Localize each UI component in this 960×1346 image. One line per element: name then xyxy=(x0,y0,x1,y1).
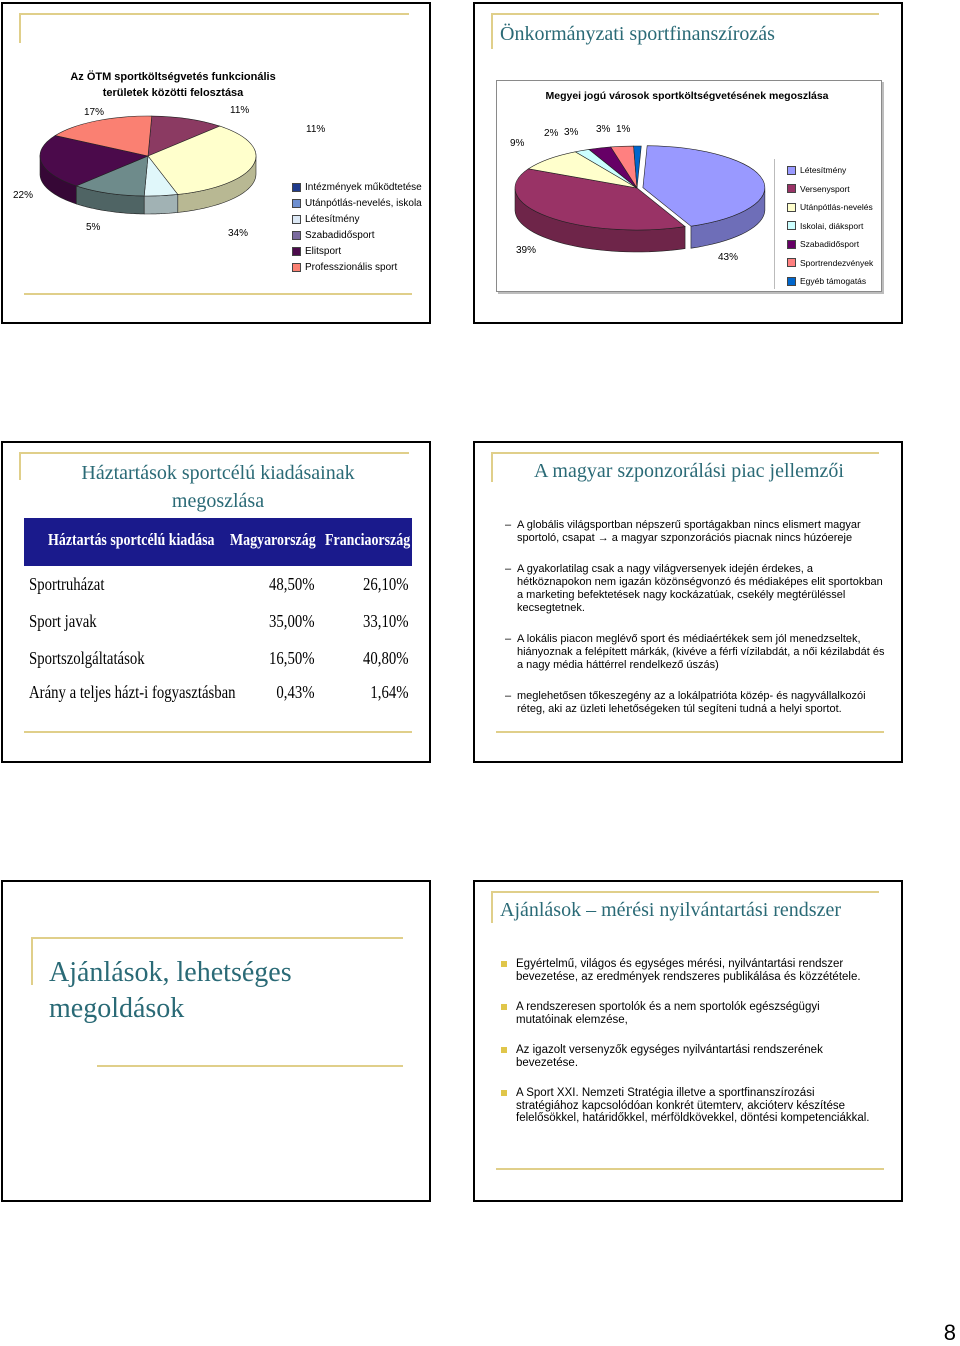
slide-2 xyxy=(473,2,903,324)
accent-line-bottom xyxy=(24,731,412,733)
row-3-label: Sportszolgáltatások xyxy=(29,648,145,668)
accent-line-top xyxy=(491,452,879,454)
pie2-label-3a: 3% xyxy=(564,127,579,138)
slide-6 xyxy=(473,880,903,1202)
legend-swatch xyxy=(292,231,301,240)
recommendation-item xyxy=(501,1087,879,1125)
dash-bullet: – xyxy=(505,563,512,575)
sponsorship-item xyxy=(505,633,890,672)
header-col-3: Franciaország xyxy=(325,530,411,549)
legend-swatch xyxy=(787,221,796,230)
row-4-fr: 1,64% xyxy=(369,682,408,702)
square-bullet-icon xyxy=(501,1090,507,1096)
row-4-label: Arány a teljes házt-i fogyasztásban xyxy=(29,682,236,702)
recommendation-item-text: Az igazolt versenyzők egységes nyilvántartási rendszerének bevezetése. xyxy=(516,1044,823,1069)
row-2-hu: 35,00% xyxy=(268,611,314,631)
pie2-label-3b: 3% xyxy=(596,124,611,135)
pie2-label-1: 1% xyxy=(616,124,631,135)
pie1-label-11a: 11% xyxy=(230,105,250,116)
legend-swatch xyxy=(292,215,301,224)
sponsorship-item-text: A lokális piacon meglévő sport és médiaértékek sem jól menedzseltek, hiányoznak a felépített márkák, (kivéve a férfi vízilabdát, a női kézilabdát és a nagy média háttérrel rendelkező úszás) xyxy=(517,633,885,671)
accent-line-bottom xyxy=(24,293,412,295)
pie2-label-9: 9% xyxy=(510,138,525,149)
sponsorship-item-text: A gyakorlatilag csak a nagy világversenyek idején érdekes, a hétköznapokon nem igazán közönségvonzó és médiaképes elit sportokban a marketing befektetések nagy kockázatúak, csekély megtérüléssel kecsegtetnek. xyxy=(517,563,883,614)
pie1-label-34: 34% xyxy=(228,228,249,239)
sponsorship-item-text: meglehetősen tőkeszegény az a lokálpatrióta közép- és nagyvállalkozói réteg, aki az üzleti lehetőségeken túl segíteni tudná a helyi sportot. xyxy=(517,690,866,715)
slide-2-title: Önkormányzati sportfinanszírozás xyxy=(500,23,775,45)
sponsorship-item xyxy=(505,690,890,716)
otm-legend-item xyxy=(292,259,422,275)
sponsorship-list xyxy=(505,519,890,734)
legend-label: Iskolai, diáksport xyxy=(800,220,864,231)
city-legend-item xyxy=(787,198,873,217)
otm-legend-item xyxy=(292,195,422,211)
legend-swatch xyxy=(787,240,796,249)
pie1-label-17: 17% xyxy=(84,107,105,118)
otm-chart-box xyxy=(8,61,430,279)
legend-label: Utánpótlás-nevelés xyxy=(800,202,873,213)
sponsorship-item xyxy=(505,519,890,545)
pie2-label-2: 2% xyxy=(544,128,559,139)
sponsorship-item-text: A globális világsportban népszerű sportágakban nincs elismert magyar sportoló, csapat → a magyar szponzorációs piacnak nincs húzóereje xyxy=(517,519,861,544)
recommendation-item xyxy=(501,958,879,983)
slide-4-title: A magyar szponzorálási piac jellemzői xyxy=(534,460,844,482)
legend-swatch xyxy=(787,166,796,175)
legend-label: Sportrendezvények xyxy=(800,257,874,268)
slide-5-title xyxy=(49,955,292,1027)
pie1-label-22: 22% xyxy=(13,190,34,201)
recommendation-item xyxy=(501,1044,879,1069)
legend-swatch xyxy=(292,199,301,208)
slide-1 xyxy=(1,2,431,324)
page-number: 8 xyxy=(943,1320,956,1345)
legend-label: Professzionális sport xyxy=(305,261,398,273)
accent-line-bottom xyxy=(496,731,884,733)
slide-5-title-line-2: megoldások xyxy=(49,993,185,1024)
pie2-label-43: 43% xyxy=(718,252,739,263)
city-legend-item xyxy=(787,272,873,291)
legend-swatch xyxy=(787,203,796,212)
recommendation-item-text: A rendszeresen sportolók és a nem sportolók egészségügyi mutatóinak elemzése, xyxy=(516,1001,820,1026)
accent-line-bottom xyxy=(97,1065,403,1067)
city-legend-item xyxy=(787,161,873,180)
pie1-label-11b: 11% xyxy=(306,124,326,135)
row-2-label: Sport javak xyxy=(29,611,97,631)
slide-5-title-line-1: Ajánlások, lehetséges xyxy=(49,957,292,988)
legend-label: Egyéb támogatás xyxy=(800,276,867,287)
square-bullet-icon xyxy=(501,1047,507,1053)
legend-label: Intézmények működtetése xyxy=(305,181,422,193)
header-col-2: Magyarország xyxy=(230,530,316,549)
dash-bullet: – xyxy=(505,633,512,645)
otm-chart-legend xyxy=(292,179,422,275)
legend-label: Létesítmény xyxy=(305,213,360,225)
accent-line-top xyxy=(491,13,879,15)
slide-4 xyxy=(473,441,903,763)
pie2-label-39: 39% xyxy=(516,245,537,256)
square-bullet-icon xyxy=(501,1004,507,1010)
slide-5 xyxy=(1,880,431,1202)
city-legend-item xyxy=(787,180,873,199)
header-col-1: Háztartás sportcélú kiadása xyxy=(48,530,215,549)
accent-line-top xyxy=(19,13,409,15)
legend-swatch xyxy=(787,277,796,286)
legend-label: Létesítmény xyxy=(800,165,847,176)
row-1-fr: 26,10% xyxy=(362,574,408,594)
recommendation-item xyxy=(501,1001,879,1026)
legend-label: Szabadidősport xyxy=(305,229,375,241)
city-legend-item xyxy=(787,217,873,236)
city-chart-title: Megyei jogú városok sportköltségvetésének megoszlása xyxy=(545,90,829,102)
legend-label: Elitsport xyxy=(305,245,342,257)
legend-swatch xyxy=(292,183,301,192)
row-2-fr: 33,10% xyxy=(362,611,408,631)
accent-line-vertical xyxy=(19,13,21,43)
otm-pie-slice-side-2 xyxy=(144,194,178,214)
slide-3-title-line-2: megoszlása xyxy=(171,490,265,512)
household-table xyxy=(3,443,431,763)
row-3-fr: 40,80% xyxy=(362,648,408,668)
accent-line-vertical xyxy=(491,891,493,923)
otm-legend-item xyxy=(292,211,422,227)
legend-label: Versenysport xyxy=(800,183,850,194)
accent-line-top xyxy=(491,891,879,893)
legend-label: Utánpótlás-nevelés, iskola xyxy=(305,197,422,209)
accent-line-vertical xyxy=(491,452,493,482)
otm-legend-item xyxy=(292,227,422,243)
city-legend-item xyxy=(787,235,873,254)
dash-bullet: – xyxy=(505,690,512,702)
dash-bullet: – xyxy=(505,519,512,531)
legend-swatch xyxy=(787,184,796,193)
otm-legend-item xyxy=(292,179,422,195)
accent-line-vertical xyxy=(31,937,33,985)
slide-6-title: Ajánlások – mérési nyilvántartási rendszer xyxy=(500,899,841,921)
table-header xyxy=(24,518,412,566)
legend-swatch xyxy=(292,263,301,272)
row-4-hu: 0,43% xyxy=(275,682,314,702)
row-1-label: Sportruházat xyxy=(29,574,105,594)
row-1-hu: 48,50% xyxy=(268,574,314,594)
sponsorship-item xyxy=(505,563,890,615)
pie1-label-5: 5% xyxy=(86,222,101,233)
city-chart-legend xyxy=(787,161,873,291)
legend-swatch xyxy=(292,247,301,256)
row-3-hu: 16,50% xyxy=(268,648,314,668)
legend-label: Szabadidősport xyxy=(800,239,860,250)
legend-swatch xyxy=(787,258,796,267)
recommendation-item-text: Egyértelmű, világos és egységes mérési, nyilvántartási rendszer bevezetése, az eredmények rendszeres publikálása és közzététele. xyxy=(516,958,861,983)
slide-3-title-line-1: Háztartások sportcélú kiadásainak xyxy=(81,462,355,484)
square-bullet-icon xyxy=(501,961,507,967)
city-chart-box xyxy=(496,80,882,292)
accent-line-vertical xyxy=(491,13,493,49)
accent-line-top xyxy=(31,937,403,939)
slide-3 xyxy=(1,441,431,763)
accent-line-bottom xyxy=(496,1168,884,1170)
otm-chart-title: Az ÖTM sportköltségvetés funkcionális területek közötti felosztása xyxy=(70,71,276,99)
recommendation-item-text: A Sport XXI. Nemzeti Stratégia illetve a sportfinanszírozási stratégiához kapcsolódóan konkrét ütemterv, akcióterv készítése felelősökkel, határidőkkel, mérföldkövekkel, döntési kompetenciákkal. xyxy=(516,1087,870,1124)
otm-legend-item xyxy=(292,243,422,259)
city-legend-item xyxy=(787,254,873,273)
recommendation-list xyxy=(501,958,879,1143)
